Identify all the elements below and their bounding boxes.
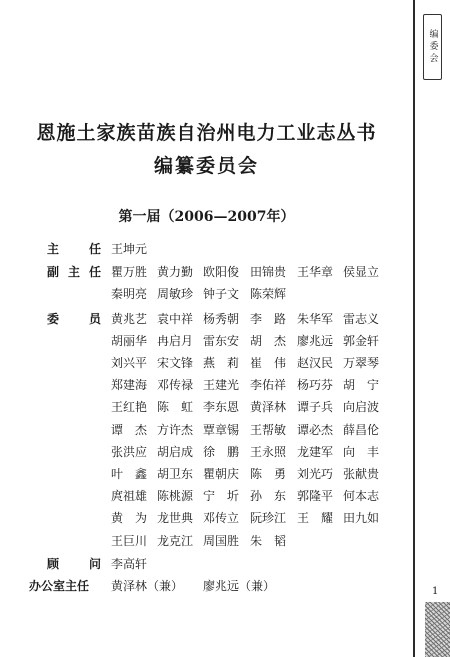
member-name: 冉启月	[157, 333, 194, 348]
chair-label	[47, 240, 101, 257]
page-number: 1	[432, 586, 439, 597]
members-label	[47, 310, 101, 327]
member-name: 胡 宁	[343, 378, 380, 393]
member-name: 龙世典	[157, 511, 194, 526]
side-section-tab: 编委会	[423, 14, 442, 80]
member-name: 王华章	[297, 265, 334, 280]
roster-row	[0, 263, 413, 283]
member-name: 燕 莉	[203, 356, 240, 370]
member-name: 阮珍江	[250, 511, 287, 526]
scan-edge-texture	[425, 602, 450, 657]
member-name: 李高轩	[111, 556, 148, 571]
member-name: 王永照	[250, 444, 287, 459]
chair-label-char: 任	[88, 242, 101, 256]
roster-row	[0, 332, 413, 352]
member-name: 谭子兵	[297, 400, 334, 415]
members-label-char: 员	[88, 311, 101, 326]
roster-row	[0, 354, 413, 374]
member-name: 崔 伟	[250, 356, 287, 370]
member-name: 欧阳俊	[203, 265, 240, 280]
member-name: 龙建军	[297, 444, 334, 459]
member-name: 黄力勤	[157, 265, 194, 280]
vice-chair-label-char: 副	[47, 265, 60, 280]
member-name: 黄泽林（兼）	[111, 579, 184, 593]
member-name: 杨巧芬	[297, 378, 334, 393]
roster-row	[0, 532, 413, 552]
member-name: 郭金轩	[343, 333, 380, 348]
page-edge-strip	[415, 0, 450, 657]
roster-row	[0, 577, 413, 597]
member-name: 杨秀朝	[203, 311, 240, 326]
member-name: 向 丰	[343, 444, 380, 459]
member-name: 朱 韬	[250, 533, 287, 548]
member-name: 田锦贵	[250, 265, 287, 280]
member-name: 胡 杰	[250, 333, 287, 348]
member-name: 周敏珍	[157, 287, 194, 302]
advisor-label-char: 问	[88, 556, 101, 571]
member-name: 张献贵	[343, 467, 380, 481]
member-name: 王帮敏	[250, 422, 287, 437]
advisor-label-char: 顾	[47, 556, 60, 571]
member-name: 王巨川	[111, 533, 148, 548]
vice-chair-label-char: 任	[88, 265, 101, 280]
roster-row	[0, 376, 413, 396]
member-name: 廖兆远	[297, 333, 334, 348]
vice-chair-label-char: 主	[67, 265, 80, 280]
member-name: 陈 勇	[250, 467, 287, 481]
member-name: 胡丽华	[111, 333, 148, 348]
member-name: 刘光巧	[297, 467, 334, 481]
member-name: 叶 鑫	[111, 467, 148, 481]
member-name: 向启波	[343, 400, 380, 415]
member-name: 覃章锡	[203, 422, 240, 437]
committee-title: 编纂委员会	[153, 155, 259, 177]
member-name: 雷东安	[203, 333, 240, 348]
member-name: 陈 虹	[157, 400, 194, 415]
member-name: 薛昌伦	[343, 422, 380, 437]
member-name: 秦明亮	[111, 287, 148, 302]
member-name: 袁中祥	[157, 311, 194, 326]
roster-row	[0, 555, 413, 575]
member-name: 周国胜	[203, 533, 240, 548]
member-name: 王 耀	[297, 511, 334, 526]
member-name: 王坤元	[111, 242, 148, 256]
edition-heading: 第一届（2006—2007年）	[118, 209, 295, 225]
member-name: 谭必杰	[297, 422, 334, 437]
member-name: 田九如	[343, 511, 380, 526]
member-name: 陈荣辉	[250, 287, 287, 302]
member-name: 瞿万胜	[111, 265, 148, 280]
member-name: 庹祖雄	[111, 489, 148, 504]
member-name: 黄泽林	[250, 400, 287, 415]
office-director-label: 办公室主任	[29, 579, 90, 593]
member-name: 郑建海	[111, 378, 148, 393]
member-name: 廖兆远（兼）	[203, 579, 276, 593]
member-name: 宋文锋	[157, 356, 194, 370]
roster-row	[0, 398, 413, 418]
member-name: 黄兆艺	[111, 311, 148, 326]
member-name: 王红艳	[111, 400, 148, 415]
member-name: 刘兴平	[111, 356, 148, 370]
vice-chair-label	[47, 263, 101, 280]
member-name: 陈桃源	[157, 489, 194, 504]
member-name: 孙 东	[250, 489, 287, 504]
member-name: 徐 鹏	[203, 444, 240, 459]
member-name: 邓传立	[203, 511, 240, 526]
member-name: 何本志	[343, 489, 380, 504]
member-name: 胡卫东	[157, 467, 194, 481]
member-name: 万翠琴	[343, 356, 380, 370]
roster-row	[0, 421, 413, 441]
member-name: 侯显立	[343, 265, 380, 280]
member-name: 瞿朝庆	[203, 467, 240, 481]
member-name: 方许杰	[157, 422, 194, 437]
member-name: 钟子文	[203, 287, 240, 302]
chair-label-char: 主	[47, 242, 60, 256]
member-name: 龙克江	[157, 533, 194, 548]
member-name: 李 路	[250, 311, 287, 326]
roster-row	[0, 443, 413, 463]
member-name: 黄 为	[111, 511, 148, 526]
member-name: 胡启成	[157, 444, 194, 459]
member-name: 赵汉民	[297, 356, 334, 370]
member-name: 谭 杰	[111, 422, 148, 437]
member-name: 朱华军	[297, 311, 334, 326]
roster-row	[0, 465, 413, 485]
book-series-title: 恩施土家族苗族自治州电力工业志丛书	[36, 122, 377, 144]
roster-row	[0, 310, 413, 330]
member-name: 李东恩	[203, 400, 240, 415]
roster-row	[0, 285, 413, 305]
member-name: 王建光	[203, 378, 240, 393]
advisor-label	[47, 555, 101, 572]
roster-row	[0, 509, 413, 529]
member-name: 宁 圻	[203, 489, 240, 504]
roster-row	[0, 240, 413, 260]
member-name: 邓传禄	[157, 378, 194, 393]
members-label-char: 委	[47, 311, 60, 326]
member-name: 郭隆平	[297, 489, 334, 504]
roster-row	[0, 487, 413, 507]
member-name: 李佑祥	[250, 378, 287, 393]
member-name: 雷志义	[343, 311, 380, 326]
member-name: 张洪应	[111, 444, 148, 459]
